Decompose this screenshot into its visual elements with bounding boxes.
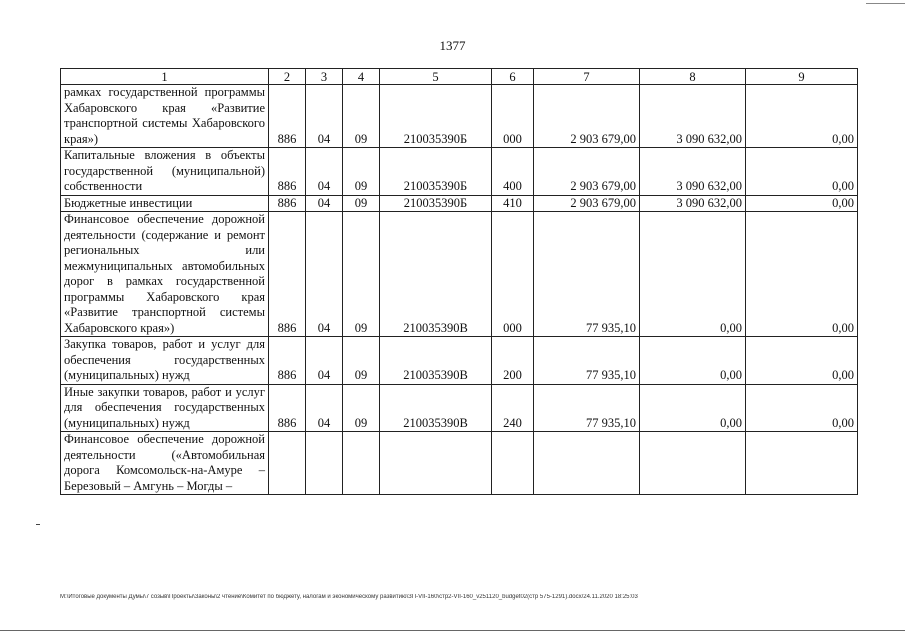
row-description: Закупка товаров, работ и услуг для обеспечения государственных (муниципальных) нужд — [61, 337, 269, 385]
target-article-code: 210035390Б — [380, 148, 492, 196]
table-row — [61, 337, 858, 385]
amount-col9: 0,00 — [746, 195, 858, 212]
amount-col8: 3 090 632,00 — [640, 85, 746, 148]
target-article-code: 210035390Б — [380, 195, 492, 212]
table-row — [61, 212, 858, 337]
expense-type-code: 400 — [492, 148, 534, 196]
table-row — [61, 148, 858, 196]
amount-col7 — [534, 432, 640, 495]
amount-col9: 0,00 — [746, 337, 858, 385]
table-row — [61, 195, 858, 212]
budget-table — [60, 68, 858, 495]
amount-col9: 0,00 — [746, 148, 858, 196]
section-code — [306, 432, 343, 495]
target-article-code: 210035390В — [380, 337, 492, 385]
row-description: рамках государственной программы Хабаровского края «Развитие транспортной системы Хабаровского края») — [61, 85, 269, 148]
amount-col7: 77 935,10 — [534, 337, 640, 385]
col-header-8: 8 — [640, 69, 746, 85]
row-description: Финансовое обеспечение дорожной деятельности (содержание и ремонт региональных или межмуниципальных автомобильных дорог в рамках государственной программы Хабаровского края «Развитие транспортной системы Хабаровского края») — [61, 212, 269, 337]
subsection-code: 09 — [343, 148, 380, 196]
admin-code: 886 — [269, 195, 306, 212]
amount-col7: 2 903 679,00 — [534, 148, 640, 196]
expense-type-code: 200 — [492, 337, 534, 385]
amount-col8: 0,00 — [640, 212, 746, 337]
admin-code: 886 — [269, 384, 306, 432]
table-row — [61, 432, 858, 495]
footer-file-path: M:\Итоговые документы Думы\7 созыв\Проекты\Законы\2 чтение\Комитет по бюджету, налогам и экономическому развитию\ЗП-VII-160\стр2-VII-160_v251120_budget02(стр 575-1291).docx/24.11.2020 18:25:03 — [60, 594, 638, 600]
section-code: 04 — [306, 195, 343, 212]
table-row — [61, 384, 858, 432]
row-description: Финансовое обеспечение дорожной деятельности («Автомобильная дорога Комсомольск-на-Амуре – Березовый – Амгунь – Могды – — [61, 432, 269, 495]
section-code: 04 — [306, 212, 343, 337]
admin-code: 886 — [269, 148, 306, 196]
row-description: Бюджетные инвестиции — [61, 195, 269, 212]
col-header-5: 5 — [380, 69, 492, 85]
amount-col7: 2 903 679,00 — [534, 195, 640, 212]
admin-code — [269, 432, 306, 495]
expense-type-code: 240 — [492, 384, 534, 432]
amount-col7: 77 935,10 — [534, 384, 640, 432]
page-number: 1377 — [439, 38, 466, 53]
top-edge-rule — [866, 3, 905, 4]
col-header-9: 9 — [746, 69, 858, 85]
target-article-code: 210035390В — [380, 212, 492, 337]
section-code: 04 — [306, 85, 343, 148]
amount-col9 — [746, 432, 858, 495]
target-article-code — [380, 432, 492, 495]
row-description: Капитальные вложения в объекты государственной (муниципальной) собственности — [61, 148, 269, 196]
amount-col9: 0,00 — [746, 212, 858, 337]
amount-col9: 0,00 — [746, 85, 858, 148]
col-header-2: 2 — [269, 69, 306, 85]
amount-col8: 3 090 632,00 — [640, 148, 746, 196]
col-header-1: 1 — [61, 69, 269, 85]
subsection-code: 09 — [343, 212, 380, 337]
amount-col8 — [640, 432, 746, 495]
amount-col8: 3 090 632,00 — [640, 195, 746, 212]
expense-type-code — [492, 432, 534, 495]
col-header-4: 4 — [343, 69, 380, 85]
bottom-edge-rule — [0, 630, 905, 631]
amount-col7: 77 935,10 — [534, 212, 640, 337]
subsection-code — [343, 432, 380, 495]
col-header-7: 7 — [534, 69, 640, 85]
section-code: 04 — [306, 337, 343, 385]
subsection-code: 09 — [343, 384, 380, 432]
row-description: Иные закупки товаров, работ и услуг для обеспечения государственных (муниципальных) нужд — [61, 384, 269, 432]
column-number-row — [61, 69, 858, 85]
subsection-code: 09 — [343, 195, 380, 212]
amount-col7: 2 903 679,00 — [534, 85, 640, 148]
subsection-code: 09 — [343, 337, 380, 385]
admin-code: 886 — [269, 85, 306, 148]
admin-code: 886 — [269, 337, 306, 385]
section-code: 04 — [306, 148, 343, 196]
expense-type-code: 000 — [492, 85, 534, 148]
col-header-3: 3 — [306, 69, 343, 85]
margin-mark — [36, 524, 40, 525]
amount-col8: 0,00 — [640, 384, 746, 432]
target-article-code: 210035390В — [380, 384, 492, 432]
section-code: 04 — [306, 384, 343, 432]
admin-code: 886 — [269, 212, 306, 337]
subsection-code: 09 — [343, 85, 380, 148]
amount-col8: 0,00 — [640, 337, 746, 385]
target-article-code: 210035390Б — [380, 85, 492, 148]
amount-col9: 0,00 — [746, 384, 858, 432]
table-row — [61, 85, 858, 148]
col-header-6: 6 — [492, 69, 534, 85]
expense-type-code: 410 — [492, 195, 534, 212]
expense-type-code: 000 — [492, 212, 534, 337]
